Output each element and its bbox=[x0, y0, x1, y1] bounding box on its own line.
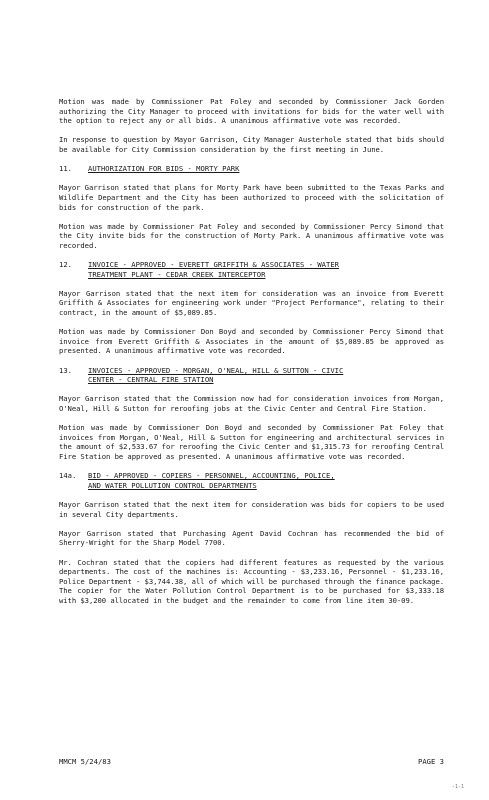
minutes-body bbox=[59, 97, 444, 615]
section-title-line: CENTER - CENTRAL FIRE STATION bbox=[88, 375, 214, 385]
section-title bbox=[88, 366, 444, 385]
section-title-line: BID - APPROVED - COPIERS - PERSONNEL, ACCOUNTING, POLICE, bbox=[88, 471, 335, 481]
section-number: 13. bbox=[59, 365, 72, 375]
section-title-line: AND WATER POLLUTION CONTROL DEPARTMENTS bbox=[88, 480, 257, 490]
footer-minutes-date: MMCM 5/24/83 bbox=[59, 757, 111, 766]
paragraph-reroofing-motion: Motion was made by Commissioner Don Boyd and seconded by Commissioner Pat Foley that invoices from Morgan, O'Neal, Hill & Sutton for engineering and architectural services in the amount of $2,533.67 for reroofing the Civic Center and $1,315.73 for reroofing Central Fire Station be approved as presented. A unanimous affirmative vote was recorded. bbox=[59, 423, 444, 461]
paragraph-morty-park-motion: Motion was made by Commissioner Pat Foley and seconded by Commissioner Percy Simond that the City invite bids for the construction of Morty Park. A unanimous affirmative vote was recorded. bbox=[59, 221, 444, 250]
section-title: AUTHORIZATION FOR BIDS - MORTY PARK bbox=[88, 164, 240, 174]
page-footer bbox=[59, 757, 444, 766]
section-title-line: INVOICES - APPROVED - MORGAN, O'NEAL, HILL & SUTTON - CIVIC bbox=[88, 365, 344, 375]
paragraph-motion-water-well: Motion was made by Commissioner Pat Foley and seconded by Commissioner Jack Gorden authorizing the City Manager to proceed with invitations for bids for the water well with the option to reject any or all bids. A unanimous affirmative vote was recorded. bbox=[59, 97, 444, 126]
section-number: 11. bbox=[59, 164, 72, 174]
section-title-line: INVOICE - APPROVED - EVERETT GRIFFITH & ASSOCIATES - WATER bbox=[88, 260, 339, 270]
paragraph-copier-bids: Mayor Garrison stated that the next item for consideration was bids for copiers to be used in several City departments. bbox=[59, 499, 444, 519]
section-heading-13 bbox=[59, 366, 444, 385]
section-heading-14a bbox=[59, 471, 444, 490]
section-heading-12 bbox=[59, 260, 444, 279]
section-heading-11 bbox=[59, 164, 444, 174]
paragraph-copier-recommendation: Mayor Garrison stated that Purchasing Agent David Cochran has recommended the bid of Sherry-Wright for the Sharp Model 7700. bbox=[59, 528, 444, 548]
paragraph-copier-costs: Mr. Cochran stated that the copiers had different features as requested by the various departments. The cost of the machines is: Accounting - $3,233.16, Personnel - $1,233.16, Police Department - $3,744.38, all of which will be purchased through the finance package. The copier for the Water Pollution Control Department is to be purchased for $3,333.18 with $3,200 allocated in the budget and the remainder to come from line item 30-09. bbox=[59, 557, 444, 605]
paragraph-bids-availability: In response to question by Mayor Garrison, City Manager Austerhole stated that bids should be available for City Commission consideration by the first meeting in June. bbox=[59, 135, 444, 154]
section-title-line: TREATMENT PLANT - CEDAR CREEK INTERCEPTOR bbox=[88, 269, 266, 279]
section-number: 12. bbox=[59, 260, 72, 270]
section-title bbox=[88, 260, 444, 279]
paragraph-griffith-invoice: Mayor Garrison stated that the next item for consideration was an invoice from Everett Griffith & Associates for engineering work under "Project Performance", relating to their contract, in the amount of $5,089.85. bbox=[59, 288, 444, 318]
paragraph-morty-park-plans: Mayor Garrison stated that plans for Morty Park have been submitted to the Texas Parks and Wildlife Department and the City has been authorized to proceed with the solicitation of bids for construction of the park. bbox=[59, 183, 444, 212]
section-number: 14a. bbox=[59, 471, 77, 481]
paragraph-reroofing-invoices: Mayor Garrison stated that the Commission now had for consideration invoices from Morgan, O'Neal, Hill & Sutton for reroofing jobs at the Civic Center and Central Fire Station. bbox=[59, 394, 444, 413]
corner-mark: -1-1 bbox=[452, 784, 465, 790]
section-title bbox=[88, 471, 444, 490]
paragraph-griffith-motion: Motion was made by Commissioner Don Boyd and seconded by Commissioner Percy Simond that invoice from Everett Griffith & Associates in the amount of $5,089.85 be approved as presented. A unanimous affirmative vote was recorded. bbox=[59, 327, 444, 356]
footer-page-number: PAGE 3 bbox=[418, 757, 444, 766]
